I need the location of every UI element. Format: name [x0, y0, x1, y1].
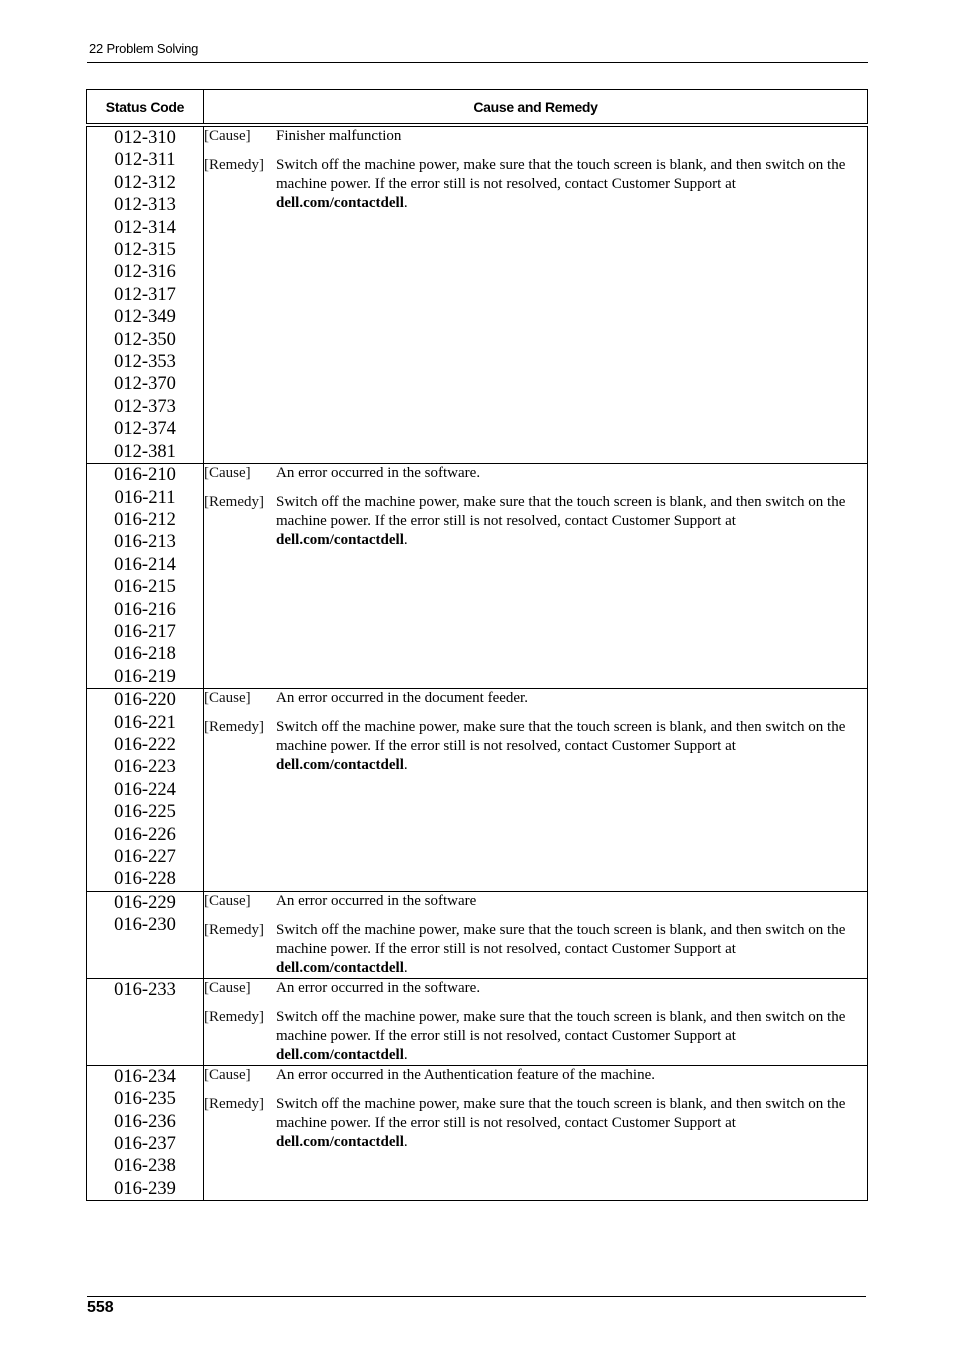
cause-remedy-cell — [204, 689, 868, 892]
cause-remedy-cell — [204, 464, 868, 689]
table-row — [87, 1065, 868, 1200]
remedy-text — [276, 1095, 867, 1152]
remedy-text — [276, 718, 867, 775]
remedy-tag: [Remedy] — [204, 1095, 264, 1112]
remedy-entry — [204, 718, 867, 775]
status-code: 016-235 — [114, 1089, 176, 1110]
status-code: 012-314 — [114, 217, 176, 238]
status-code: 016-218 — [114, 644, 176, 665]
table-row — [87, 125, 868, 464]
contact-link[interactable]: dell.com/contactdell — [276, 757, 404, 774]
table-row — [87, 891, 868, 978]
remedy-text — [276, 921, 867, 978]
status-code: 016-227 — [114, 847, 176, 867]
header-rule — [87, 62, 868, 63]
contact-link[interactable]: dell.com/contactdell — [276, 195, 404, 211]
remedy-body: Switch off the machine power, make sure that the touch screen is blank, and then switch on the machine power. If the error still is not resolved, contact Customer Support at — [276, 494, 846, 530]
remedy-end: . — [403, 1133, 408, 1150]
status-code: 016-238 — [114, 1156, 176, 1177]
remedy-body: Switch off the machine power, make sure that the touch screen is blank, and then switch on the machine power. If the error still is not resolved, contact Customer Support at — [276, 157, 846, 192]
table-header-row — [87, 90, 868, 126]
status-code: 016-216 — [114, 599, 176, 620]
cause-text: Finisher malfunction — [276, 128, 402, 144]
status-code: 016-217 — [114, 621, 176, 642]
status-code: 016-210 — [114, 465, 176, 486]
status-code: 016-222 — [114, 734, 176, 755]
status-codes-cell — [87, 125, 204, 464]
status-code: 016-225 — [114, 802, 176, 823]
cause-tag: [Cause] — [204, 690, 251, 707]
cause-text: An error occurred in the software. — [276, 979, 481, 996]
status-code: 012-353 — [114, 352, 176, 373]
table-row — [87, 464, 868, 689]
status-codes-cell — [87, 978, 204, 1065]
column-header-cause-remedy: Cause and Remedy — [204, 90, 868, 126]
status-code: 012-310 — [114, 128, 176, 148]
cause-entry — [204, 979, 867, 998]
remedy-tag: [Remedy] — [204, 494, 264, 511]
remedy-body: Switch off the machine power, make sure that the touch screen is blank, and then switch on the machine power. If the error still is not resolved, contact Customer Support at — [276, 719, 846, 755]
status-code: 016-230 — [114, 915, 176, 936]
status-code: 016-224 — [114, 779, 176, 800]
remedy-end: . — [403, 1046, 408, 1063]
contact-link[interactable]: dell.com/contactdell — [276, 1133, 404, 1150]
remedy-entry — [204, 1095, 867, 1152]
status-code: 016-221 — [114, 712, 176, 733]
remedy-tag: [Remedy] — [204, 921, 264, 938]
remedy-entry — [204, 921, 867, 978]
remedy-tag: [Remedy] — [204, 157, 264, 173]
status-code: 016-219 — [114, 666, 176, 687]
status-code: 016-214 — [114, 554, 176, 575]
status-code: 016-212 — [114, 509, 176, 530]
status-code: 012-349 — [114, 307, 176, 328]
remedy-end: . — [403, 959, 408, 976]
remedy-end: . — [403, 532, 408, 549]
status-code: 012-315 — [114, 240, 176, 261]
status-code: 012-350 — [114, 329, 176, 350]
remedy-body: Switch off the machine power, make sure that the touch screen is blank, and then switch on the machine power. If the error still is not resolved, contact Customer Support at — [276, 921, 846, 957]
remedy-entry — [204, 493, 867, 550]
table-row — [87, 978, 868, 1065]
status-code: 016-233 — [114, 979, 176, 1000]
cause-tag: [Cause] — [204, 128, 251, 144]
status-code: 016-237 — [114, 1134, 176, 1155]
cause-tag: [Cause] — [204, 1066, 251, 1083]
status-code: 012-313 — [114, 195, 176, 216]
contact-link[interactable]: dell.com/contactdell — [276, 1046, 404, 1063]
running-header: 22 Problem Solving — [89, 41, 199, 56]
status-code: 016-234 — [114, 1066, 176, 1087]
status-code: 016-229 — [114, 892, 176, 913]
table-row — [87, 689, 868, 892]
status-code: 012-312 — [114, 172, 176, 193]
contact-link[interactable]: dell.com/contactdell — [276, 532, 404, 549]
status-code: 016-220 — [114, 690, 176, 711]
status-code: 016-211 — [114, 487, 176, 508]
status-codes-cell — [87, 464, 204, 689]
status-code: 016-228 — [114, 869, 176, 890]
cause-entry — [204, 1066, 867, 1085]
cause-text: An error occurred in the software — [276, 892, 477, 909]
cause-remedy-cell — [204, 891, 868, 978]
contact-link[interactable]: dell.com/contactdell — [276, 959, 404, 976]
column-header-status-code: Status Code — [87, 90, 204, 126]
page-number: 558 — [87, 1299, 114, 1316]
cause-entry — [204, 127, 867, 146]
status-code: 016-223 — [114, 757, 176, 778]
remedy-body: Switch off the machine power, make sure that the touch screen is blank, and then switch on the machine power. If the error still is not resolved, contact Customer Support at — [276, 1008, 846, 1044]
footer-rule — [87, 1296, 866, 1297]
status-code: 012-381 — [114, 441, 176, 462]
status-code: 016-215 — [114, 577, 176, 598]
status-code: 012-370 — [114, 374, 176, 395]
remedy-end: . — [403, 757, 408, 774]
cause-tag: [Cause] — [204, 892, 251, 909]
cause-tag: [Cause] — [204, 465, 251, 482]
status-code: 016-236 — [114, 1111, 176, 1132]
remedy-tag: [Remedy] — [204, 719, 264, 736]
cause-remedy-cell — [204, 978, 868, 1065]
remedy-body: Switch off the machine power, make sure that the touch screen is blank, and then switch on the machine power. If the error still is not resolved, contact Customer Support at — [276, 1095, 846, 1131]
cause-entry — [204, 464, 867, 483]
status-codes-cell — [87, 891, 204, 978]
remedy-text — [276, 156, 867, 213]
status-code: 016-213 — [114, 532, 176, 553]
remedy-text — [276, 1008, 867, 1065]
status-code: 012-373 — [114, 396, 176, 417]
status-codes-cell — [87, 689, 204, 892]
cause-entry — [204, 689, 867, 708]
cause-text: An error occurred in the software. — [276, 465, 481, 482]
remedy-entry — [204, 1008, 867, 1065]
status-code: 012-316 — [114, 262, 176, 283]
status-code: 012-374 — [114, 419, 176, 440]
cause-text: An error occurred in the Authentication feature of the machine. — [276, 1066, 656, 1083]
status-code: 012-311 — [114, 150, 176, 171]
cause-remedy-cell — [204, 125, 868, 464]
remedy-end: . — [403, 195, 408, 211]
cause-text: An error occurred in the document feeder. — [276, 690, 528, 707]
status-codes-cell — [87, 1065, 204, 1200]
table-body — [87, 125, 868, 1201]
status-code: 016-239 — [114, 1178, 176, 1199]
status-code: 016-226 — [114, 824, 176, 845]
remedy-text — [276, 493, 867, 550]
remedy-entry — [204, 156, 867, 213]
cause-tag: [Cause] — [204, 979, 251, 996]
status-code-table — [86, 89, 868, 1201]
remedy-tag: [Remedy] — [204, 1008, 264, 1025]
status-code: 012-317 — [114, 284, 176, 305]
cause-entry — [204, 892, 867, 911]
cause-remedy-cell — [204, 1065, 868, 1200]
